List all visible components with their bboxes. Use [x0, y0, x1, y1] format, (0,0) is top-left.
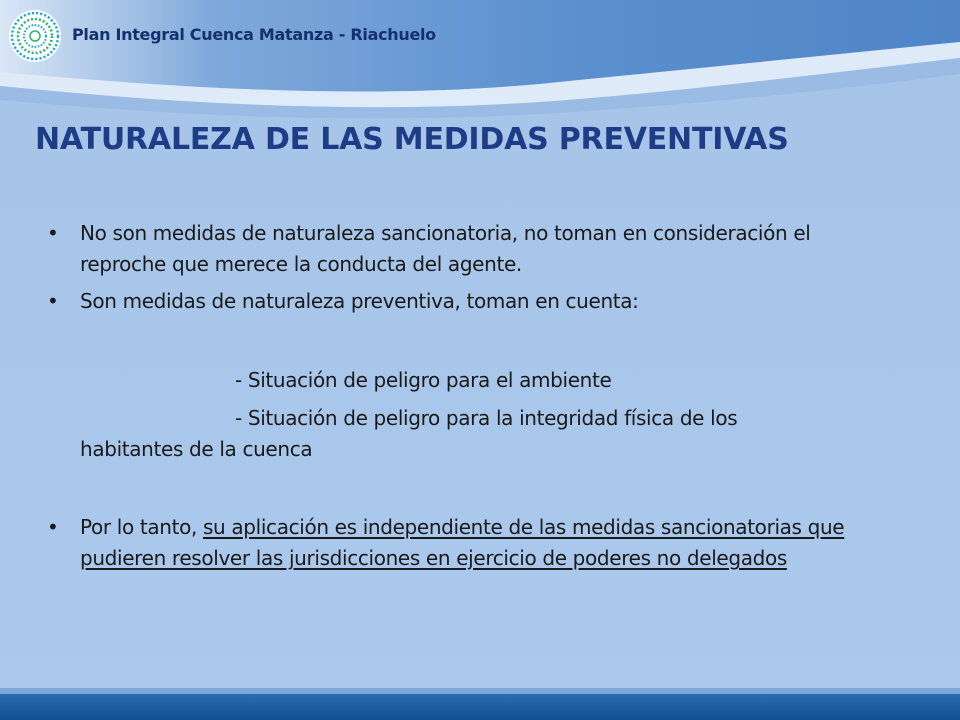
bullet-item: [47, 218, 900, 280]
sub-item-text: - Situación de peligro para la integridad física de los: [235, 406, 738, 430]
sub-item: [80, 365, 900, 396]
bullet-item: [47, 286, 900, 317]
bullet-item: [47, 512, 900, 574]
bullet-text: Son medidas de naturaleza preventiva, toman en cuenta:: [80, 289, 639, 313]
sub-item: [80, 403, 900, 465]
bullet-text: Por lo tanto,: [80, 515, 203, 539]
bullet-text: No son medidas de naturaleza sancionatoria, no toman en consideración el reproche que merece la conducta del agente.: [80, 221, 811, 276]
sub-item-continuation: habitantes de la cuenca: [80, 437, 313, 461]
sun-circle-icon: [8, 9, 62, 63]
bullet-marker: •: [47, 221, 59, 245]
slide-title: NATURALEZA DE LAS MEDIDAS PREVENTIVAS: [35, 122, 789, 157]
org-name: Plan Integral Cuenca Matanza - Riachuelo: [72, 25, 436, 44]
underlined-text: su aplicación es independiente de las medidas sancionatorias que pudieren resolver las jurisdicciones en ejercicio de poderes no delegados: [80, 515, 845, 570]
sub-item-text: - Situación de peligro para el ambiente: [235, 368, 612, 392]
bullet-marker: •: [47, 289, 59, 313]
bullet-marker: •: [47, 515, 59, 539]
